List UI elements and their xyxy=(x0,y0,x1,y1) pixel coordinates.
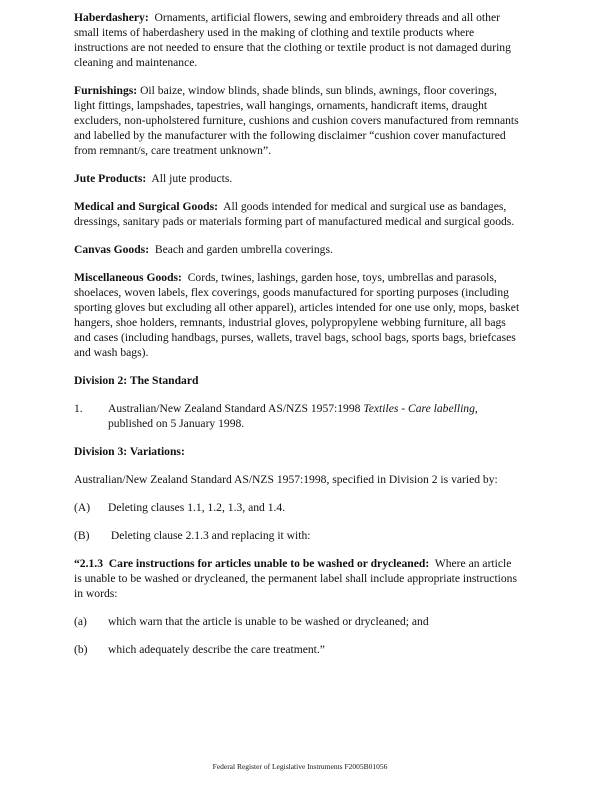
medical-paragraph xyxy=(74,199,520,229)
clause-2-1-3-text: Where an article is unable to be washed or drycleaned, the permanent label shall include appropriate instructions in words: xyxy=(74,557,517,600)
division2-item-body xyxy=(108,401,520,431)
jute-text: All jute products. xyxy=(151,172,233,185)
furnishings-term: Furnishings: xyxy=(74,84,138,97)
division3-item-b xyxy=(74,528,520,543)
jute-term: Jute Products: xyxy=(74,172,147,185)
division3-item-a-number: (A) xyxy=(74,501,91,514)
clause-subitem-b-number: (b) xyxy=(74,643,88,656)
clause-subitem-b-text: which adequately describe the care treatment.” xyxy=(108,643,325,656)
canvas-text: Beach and garden umbrella coverings. xyxy=(154,243,333,256)
division3-item-b-number: (B) xyxy=(74,529,90,542)
division3-item-a xyxy=(74,500,520,515)
division3-item-b-text: Deleting clause 2.1.3 and replacing it with: xyxy=(108,529,311,542)
division2-heading: Division 2: The Standard xyxy=(74,374,199,387)
canvas-term: Canvas Goods: xyxy=(74,243,150,256)
clause-subitem-a-text: which warn that the article is unable to be washed or drycleaned; and xyxy=(108,615,429,628)
misc-paragraph xyxy=(74,270,520,360)
division3-heading: Division 3: Variations: xyxy=(74,445,185,458)
misc-text: Cords, twines, lashings, garden hose, toys, umbrellas and parasols, shoelaces, woven labels, flex coverings, goods manufactured for sporting purposes (including sporting gloves but excluding all other apparel), articles intended for one use only, mops, basket hangers, shoe holders, remnants, industrial gloves, polypropylene webbing furniture, all bags and cases (including handbags, purses, wallets, travel bags, school bags, sports bags, briefcases and wash bags). xyxy=(74,271,520,359)
division3-intro: Australian/New Zealand Standard AS/NZS 1957:1998, specified in Division 2 is varied by: xyxy=(74,473,498,486)
division2-item-title: Textiles - Care labelling xyxy=(363,402,475,415)
clause-2-1-3-heading: “2.1.3 Care instructions for articles unable to be washed or drycleaned: xyxy=(74,557,430,570)
haberdashery-text: Ornaments, artificial flowers, sewing and embroidery threads and all other small items of haberdashery used in the making of clothing and textile products where instructions are not needed to ensure that the clothing or textile product is not damaged during cleaning and maintenance. xyxy=(74,11,511,69)
canvas-paragraph xyxy=(74,242,520,257)
division2-item-tail: , published on 5 January 1998. xyxy=(108,402,478,430)
clause-subitem-a xyxy=(74,614,520,629)
clause-subitem-b xyxy=(74,642,520,657)
division2-item-text: Australian/New Zealand Standard AS/NZS 1957:1998 xyxy=(108,402,361,415)
furnishings-text: Oil baize, window blinds, shade blinds, sun blinds, awnings, floor coverings, light fittings, lampshades, tapestries, wall hangings, ornaments, handicraft items, draught excluders, non-upholstered furniture, cushions and cushion covers manufactured from remnants and labelled by the manufacturer with the following disclaimer “cushion cover manufactured from remnant/s, care treatment unknown”. xyxy=(74,84,519,157)
division2-item xyxy=(74,401,520,431)
clause-2-1-3 xyxy=(74,556,520,601)
division2-item-number: 1. xyxy=(74,402,83,415)
clause-subitem-a-number: (a) xyxy=(74,615,87,628)
medical-text: All goods intended for medical and surgical use as bandages, dressings, sanitary pads or materials forming part of manufactured medical and surgical goods. xyxy=(74,200,515,228)
jute-paragraph xyxy=(74,171,520,186)
division3-item-a-text: Deleting clauses 1.1, 1.2, 1.3, and 1.4. xyxy=(108,501,286,514)
furnishings-paragraph xyxy=(74,83,520,158)
page-footer: Federal Register of Legislative Instruments F2005B01056 xyxy=(212,762,388,771)
medical-term: Medical and Surgical Goods: xyxy=(74,200,218,213)
haberdashery-term: Haberdashery: xyxy=(74,11,149,24)
haberdashery-paragraph xyxy=(74,10,520,70)
misc-term: Miscellaneous Goods: xyxy=(74,271,182,284)
